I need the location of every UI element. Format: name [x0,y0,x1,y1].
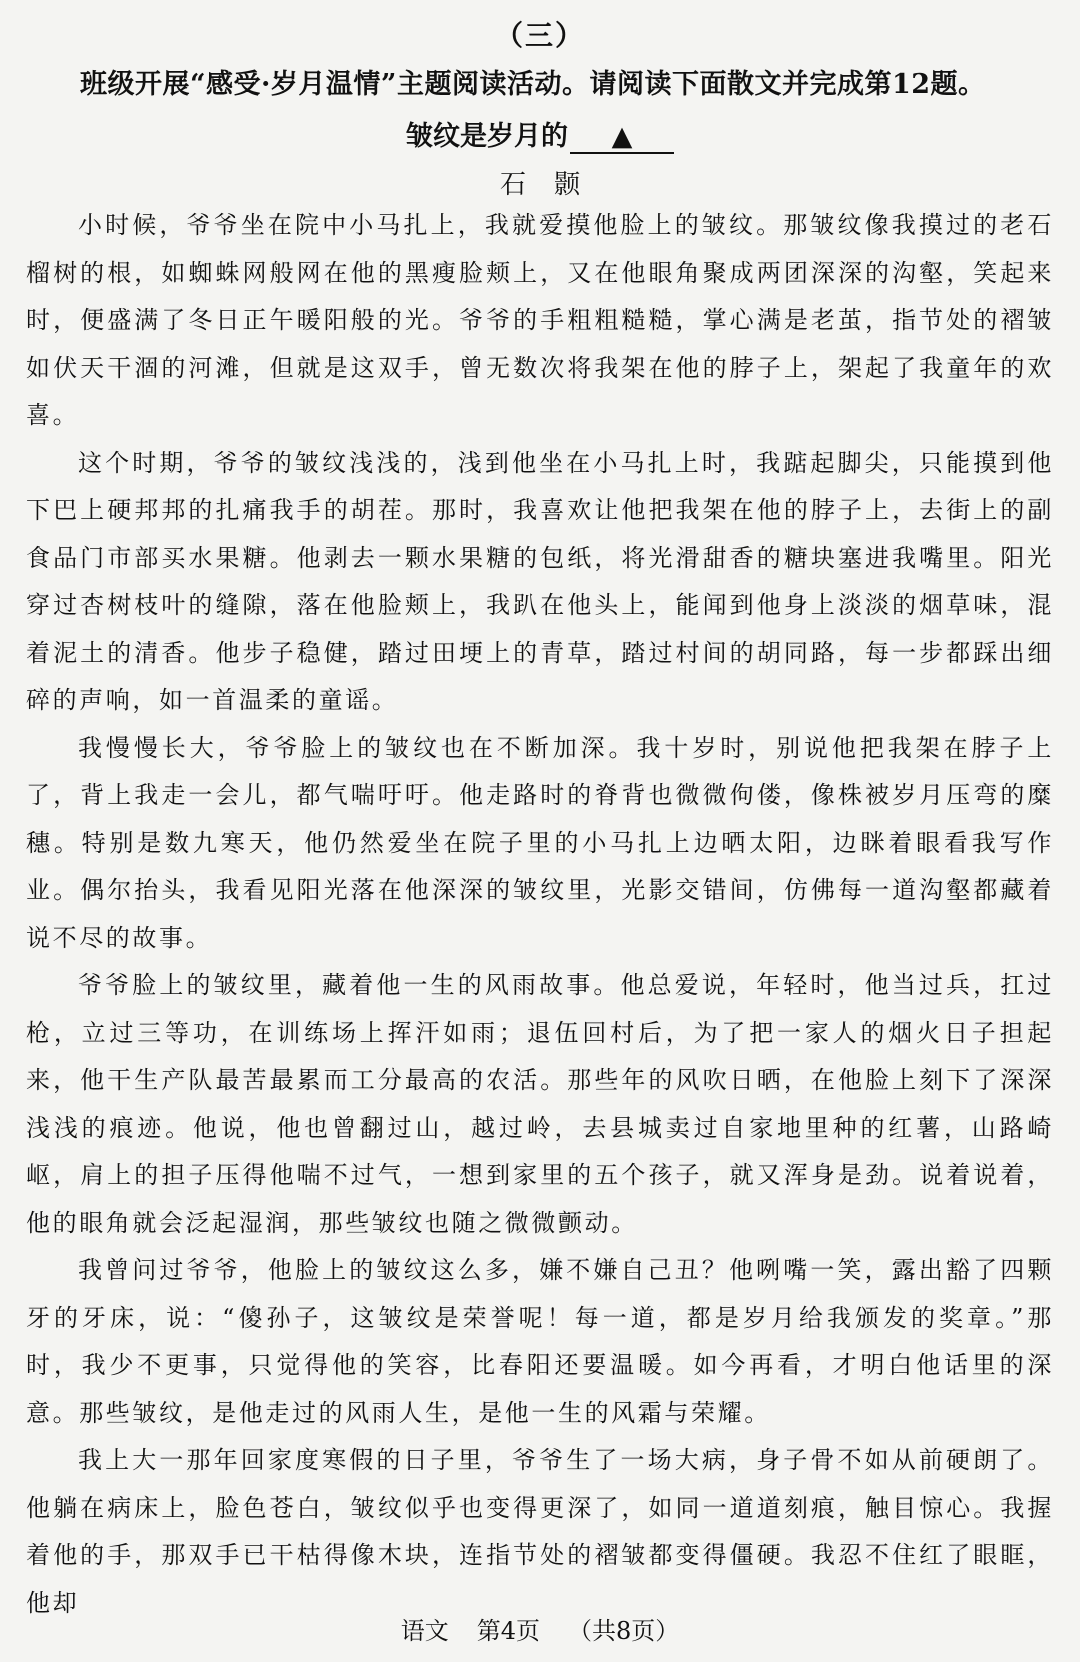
reading-instruction: 班级开展“感受·岁月温情”主题阅读活动。请阅读下面散文并完成第12题。 [80,69,986,100]
footer-subject: 语文 [400,1617,449,1645]
paragraph-4: 爷爷脸上的皱纹里，藏着他一生的风雨故事。他总爱说，年轻时，他当过兵，扛过枪，立过三等功，在训练场上挥汗如雨；退伍回村后，为了把一家人的烟火日子担起来，他干生产队最苦最累而工分最高的农活。那些年的风吹日晒，在他脸上刻下了深深浅浅的痕迹。他说，他也曾翻过山，越过岭，去县城卖过自家地里种的红薯，山路崎岖，肩上的担子压得他喘不过气，一想到家里的五个孩子，就又浑身是劲。说着说着，他的眼角就会泛起湿润，那些皱纹也随之微微颤动。 [26,971,1054,1237]
footer-total-pages: （共8页） [568,1617,680,1645]
paragraph-1: 小时候，爷爷坐在院中小马扎上，我就爱摸他脸上的皱纹。那皱纹像我摸过的老石榴树的根，如蜘蛛网般网在他的黑瘦脸颊上，又在他眼角聚成两团深深的沟壑，笑起来时，便盛满了冬日正午暖阳般的光。爷爷的手粗粗糙糙，掌心满是老茧，指节处的褶皱如伏天干涸的河滩，但就是这双手，曾无数次将我架在他的脖子上，架起了我童年的欢喜。 [26,211,1054,429]
essay-title [26,114,1054,154]
essay-title-text: 皱纹是岁月的 [406,121,568,152]
paragraph-2: 这个时期，爷爷的皱纹浅浅的，浅到他坐在小马扎上时，我踮起脚尖，只能摸到他下巴上硬邦邦的扎痛我手的胡茬。那时，我喜欢让他把我架在他的脖子上，去街上的副食品门市部买水果糖。他剥去一颗水果糖的包纸，将光滑甜香的糖块塞进我嘴里。阳光穿过杏树枝叶的缝隙，落在他脸颊上，我趴在他头上，能闻到他身上淡淡的烟草味，混着泥土的清香。他步子稳健，踏过田埂上的青草，踏过村间的胡同路，每一步都踩出细碎的声响，如一首温柔的童谣。 [26,448,1054,714]
essay-author: 石颢 [499,170,608,200]
triangle-marker-icon: ▲ [611,121,633,152]
title-fill-blank [570,122,674,154]
footer-page-number: 第4页 [476,1617,540,1645]
section-number: （三） [494,19,585,52]
paragraph-3: 我慢慢长大，爷爷脸上的皱纹也在不断加深。我十岁时，别说他把我架在脖子上了，背上我走一会儿，都气喘吁吁。他走路时的脊背也微微佝偻，像株被岁月压弯的糜穗。特别是数九寒天，他仍然爱坐在院子里的小马扎上边晒太阳，边眯着眼看我写作业。偶尔抬头，我看见阳光落在他深深的皱纹里，光影交错间，仿佛每一道沟壑都藏着说不尽的故事。 [26,733,1054,952]
paragraph-5: 我曾问过爷爷，他脸上的皱纹这么多，嫌不嫌自己丑？他咧嘴一笑，露出豁了四颗牙的牙床，说：“傻孙子，这皱纹是荣誉呢！每一道，都是岁月给我颁发的奖章。”那时，我少不更事，只觉得他的笑容，比春阳还要温暖。如今再看，才明白他话里的深意。那些皱纹，是他走过的风雨人生，是他一生的风霜与荣耀。 [26,1256,1054,1427]
page-footer [26,1611,1054,1646]
paragraph-6: 我上大一那年回家度寒假的日子里，爷爷生了一场大病，身子骨不如从前硬朗了。他躺在病床上，脸色苍白，皱纹似乎也变得更深了，如同一道道刻痕，触目惊心。我握着他的手，那双手已干枯得像木块，连指节处的褶皱都变得僵硬。我忍不住红了眼眶，他却 [26,1446,1054,1617]
essay-body [26,202,1054,1627]
exam-page [26,0,1054,1662]
